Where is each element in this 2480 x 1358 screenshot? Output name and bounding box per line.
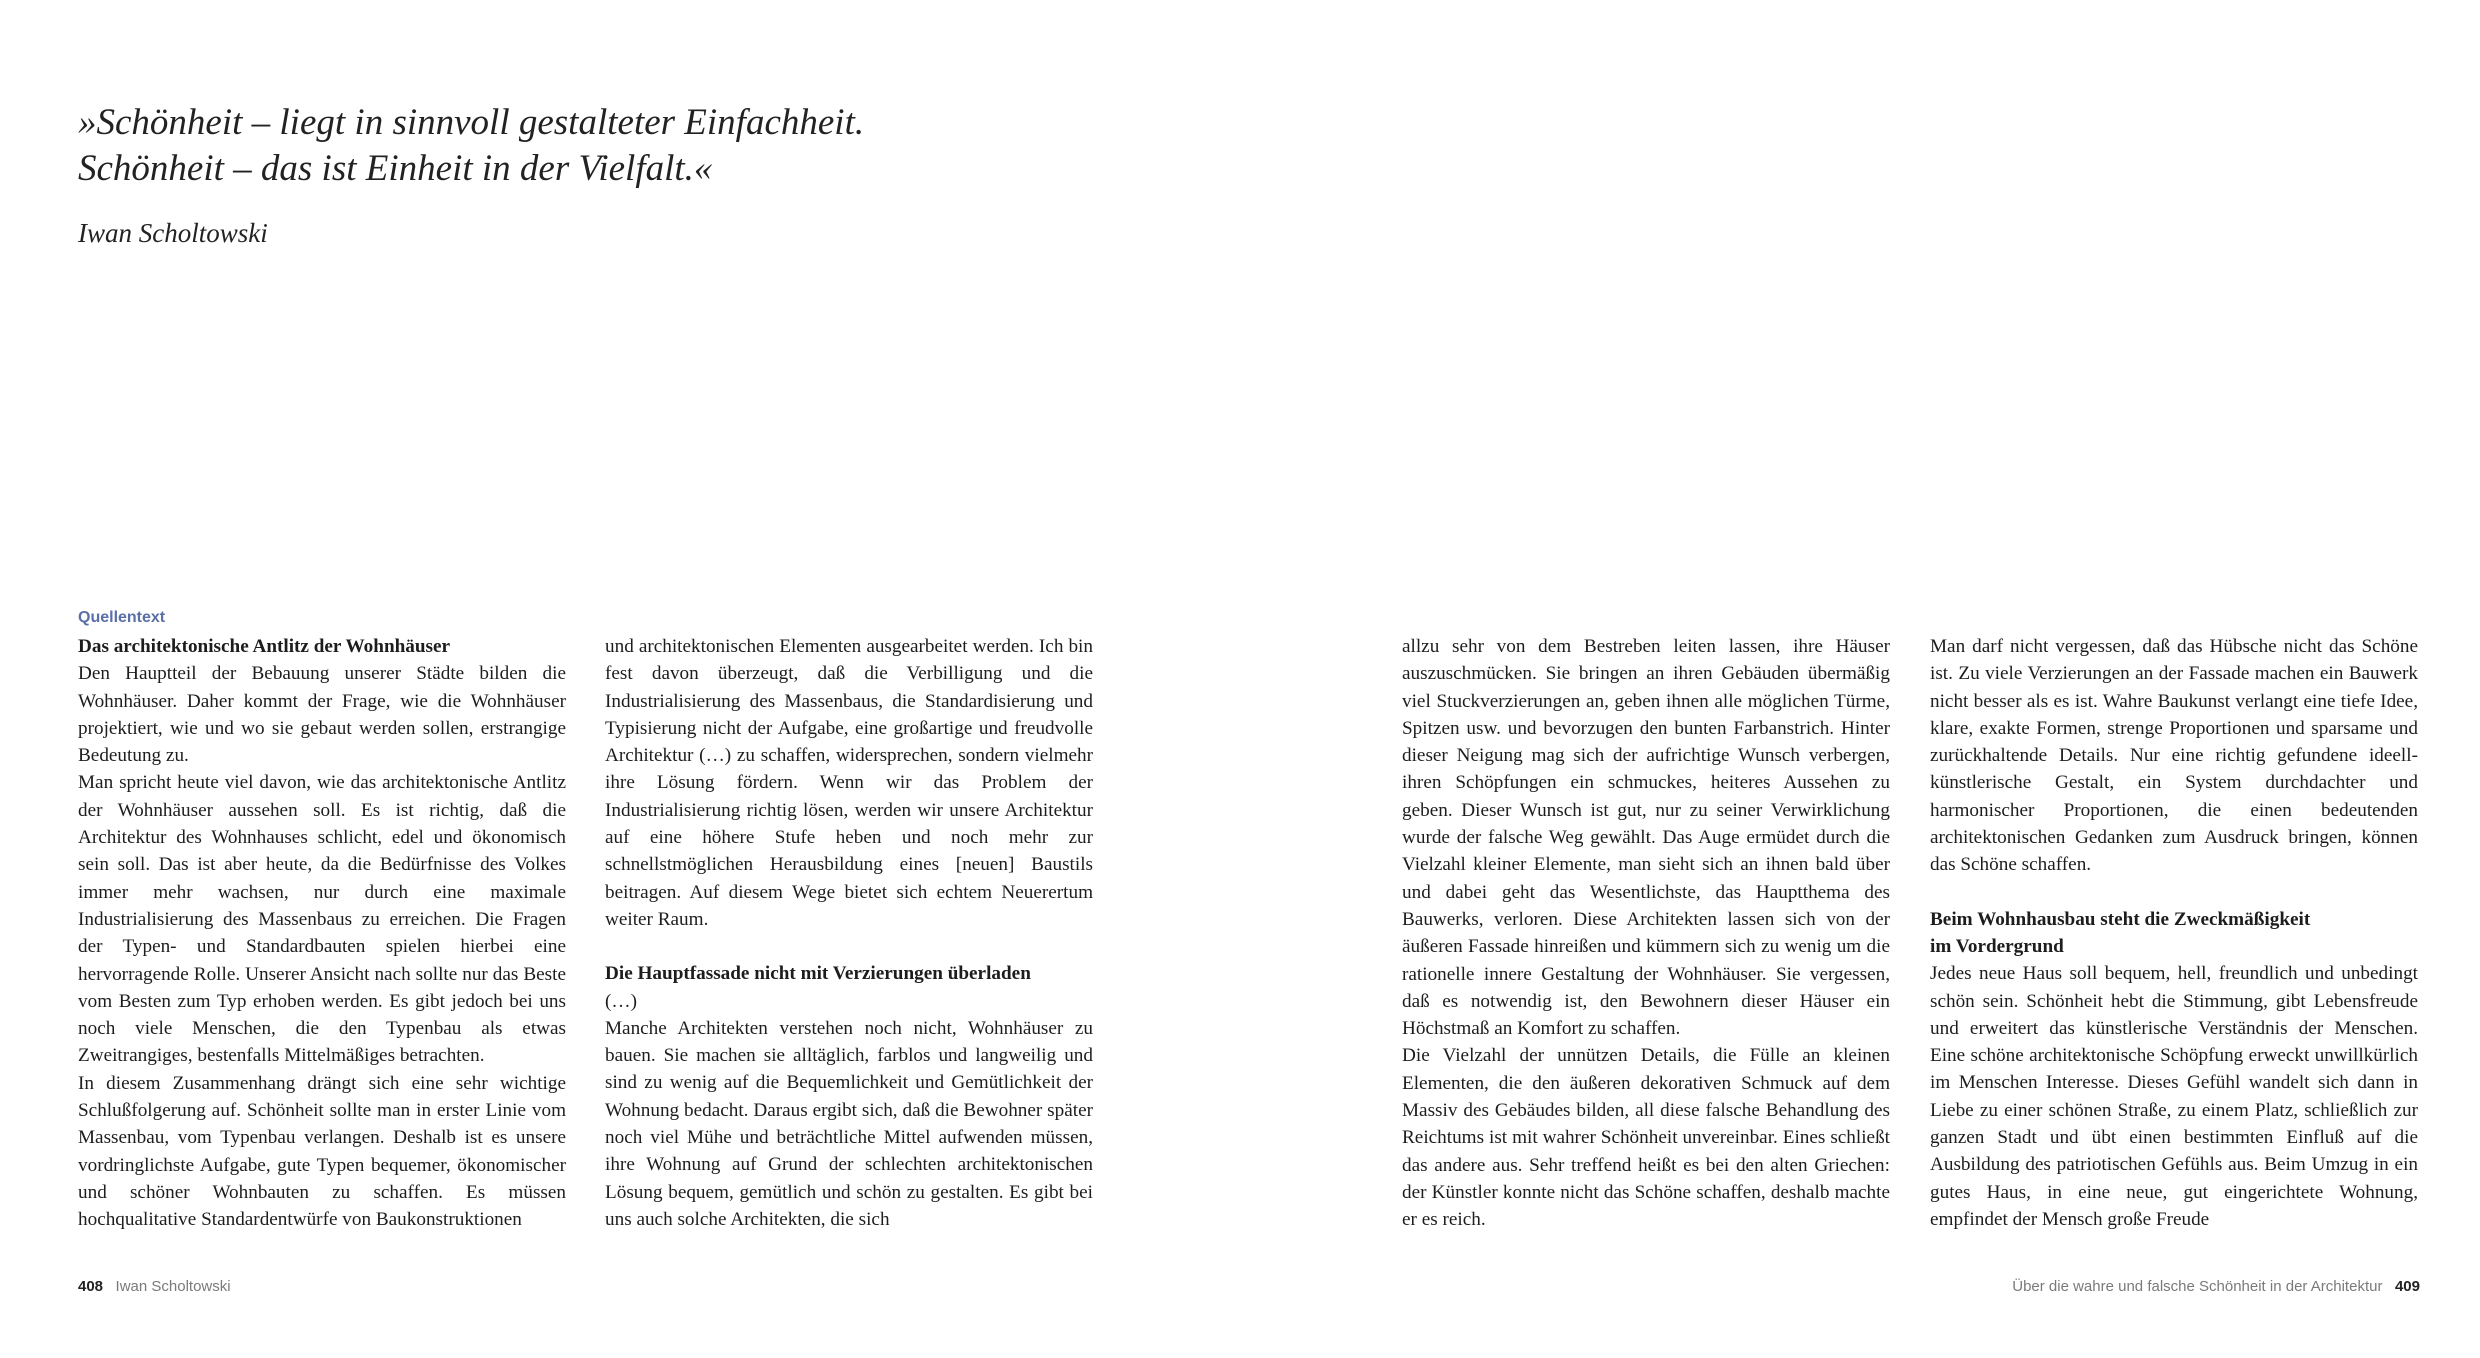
quote-line-1: »Schönheit – liegt in sinnvoll gestalteter Einfachheit.	[78, 102, 865, 143]
section-heading-line-2: im Vordergrund	[1930, 935, 2064, 957]
paragraph: Die Vielzahl der unnützen Details, die Fülle an kleinen Elementen, die den äußeren dekorativen Schmuck auf dem Massiv des Gebäudes bilden, all diese falsche Behandlung des Reichtums ist mit wahrer Schönheit unvereinbar. Eines schließt das andere aus. Sehr treffend heißt es bei den alten Griechen: der Künstler konnte nicht das Schöne schaffen, deshalb machte er es reich.	[1402, 1045, 1890, 1231]
text-column-4	[1930, 633, 2418, 1233]
text-column-3	[1402, 633, 1890, 1234]
paragraph: allzu sehr von dem Bestreben leiten lassen, ihre Häuser auszuschmücken. Sie bringen an ihren Gebäuden übermäßig viel Stuckverzierungen an, geben ihnen alle möglichen Türme, Spitzen usw. und bevorzugen den bunten Farbanstrich. Hinter dieser Neigung mag sich der aufrichtige Wunsch verbergen, ihren Schöpfungen ein schmuckes, heiteres Aussehen zu geben. Dieser Wunsch ist gut, nur zu seiner Verwirklichung wurde der falsche Weg gewählt. Das Auge ermüdet durch die Vielzahl kleiner Elemente, man sieht sich an ihnen bald über und dabei geht das Wesentlichste, das Hauptthema des Bauwerks, verloren. Diese Architekten lassen sich von der äußeren Fassade hinreißen und kümmern sich zu wenig um die rationelle innere Gestaltung der Wohnhäuser. Sie vergessen, daß es notwendig ist, den Bewohnern dieser Häuser ein Höchstmaß an Komfort zu schaffen.	[1402, 636, 1890, 1040]
section-heading	[1930, 906, 2418, 961]
text-column-2	[605, 633, 1093, 1233]
paragraph: und architektonischen Elementen ausgearbeitet werden. Ich bin fest davon überzeugt, daß die Verbilligung und die Industrialisierung des Massenbaus, die Standardisierung und Typisierung nicht der Aufgabe, eine großartige und freudvolle Architektur (…) zu schaffen, widersprechen, sondern vielmehr ihre Lösung fördern. Wenn wir das Problem der Industrialisierung richtig lösen, werden wir unsere Architektur auf eine höhere Stufe heben und noch mehr zur schnellstmöglichen Herausbildung eines [neuen] Baustils beitragen. Auf diesem Wege bietet sich echtem Neuerertum weiter Raum.	[605, 636, 1093, 930]
paragraph: Jedes neue Haus soll bequem, hell, freundlich und unbedingt schön sein. Schönheit hebt die Stimmung, gibt Lebensfreude und erweitert das künstlerische Verständnis der Menschen. Eine schöne architektonische Schöpfung erweckt unwillkürlich im Menschen Interesse. Dieses Gefühl wandelt sich dann in Liebe zu einer schönen Straße, zu einem Platz, schließlich zur ganzen Stadt und übt einen bestimmten Einfluß auf die Ausbildung des patriotischen Gefühls aus. Beim Umzug in ein gutes Haus, in eine neue, gut eingerichtete Wohnung, empfindet der Mensch große Freude	[1930, 963, 2418, 1230]
epigraph-quote	[78, 100, 1178, 192]
text-column-1	[78, 633, 566, 1234]
section-heading-line-1: Beim Wohnhausbau steht die Zweckmäßigkeit	[1930, 908, 2311, 930]
paragraph: Man spricht heute viel davon, wie das architektonische Antlitz der Wohnhäuser aussehen soll. Es ist richtig, daß die Architektur des Wohnhauses schlicht, edel und ökonomisch sein soll. Das ist aber heute, da die Bedürfnisse des Volkes immer mehr wachsen, nur durch eine maximale Industrialisierung des Massenbaus zu erreichen. Die Fragen der Typen- und Standardbauten spielen hierbei eine hervorragende Rolle. Unserer Ansicht nach sollte nur das Beste vom Besten zum Typ erhoben werden. Es gibt jedoch bei uns noch viele Menschen, die den Typenbau als etwas Zweitrangiges, bestenfalls Mittelmäßiges betrachten.	[78, 772, 566, 1067]
paragraph: Den Hauptteil der Bebauung unserer Städte bilden die Wohnhäuser. Daher kommt der Frage, wie die Wohnhäuser projektiert, wie und wo sie gebaut werden sollen, erstrangige Bedeutung zu.	[78, 663, 566, 767]
ellipsis: (…)	[605, 990, 637, 1012]
paragraph: Man darf nicht vergessen, daß das Hübsche nicht das Schöne ist. Zu viele Verzierungen an der Fassade machen ein Bauwerk nicht besser als es ist. Wahre Baukunst verlangt eine tiefe Idee, klare, exakte Formen, strenge Proportionen und sparsame und zurückhaltende Details. Nur eine richtig gefundene ideell-künstlerische Gestalt, ein System durchdachter und harmonischer Proportionen, die einen bedeutenden architektonischen Gedanken zum Ausdruck bringen, können das Schöne schaffen.	[1930, 636, 2418, 876]
section-heading: Das architektonische Antlitz der Wohnhäuser	[78, 636, 451, 657]
section-label: Quellentext	[78, 609, 166, 626]
footer-right	[2012, 1278, 2420, 1295]
paragraph: Manche Architekten verstehen noch nicht, Wohnhäuser zu bauen. Sie machen sie alltäglich, farblos und langweilig und sind zu wenig auf die Bequemlichkeit und Gemütlichkeit der Wohnung bedacht. Daraus ergibt sich, daß die Bewohner später noch viel Mühe und beträchtliche Mittel aufwenden müssen, ihre Wohnung auf Grund der schlechten architektonischen Lösung bequem, gemütlich und schön zu gestalten. Es gibt bei uns auch solche Architekten, die sich	[605, 1017, 1093, 1230]
quote-author: Iwan Scholtowski	[78, 218, 268, 248]
footer-left	[78, 1278, 231, 1295]
paragraph: In diesem Zusammenhang drängt sich eine sehr wichtige Schlußfolgerung auf. Schönheit sollte man in erster Linie vom Massenbau, vom Typenbau verlangen. Deshalb ist es unsere vordringlichste Aufgabe, gute Typen bequemer, ökonomischer und schöner Wohnbauten zu schaffen. Es müssen hochqualitative Standardentwürfe von Baukonstruktionen	[78, 1072, 566, 1231]
quote-line-2: Schönheit – das ist Einheit in der Vielfalt.«	[78, 148, 713, 189]
page-number-right: 409	[2394, 1278, 2420, 1295]
running-head-title: Über die wahre und falsche Schönheit in der Architektur	[2012, 1278, 2383, 1295]
page-number-left: 408	[78, 1278, 104, 1295]
running-head-author: Iwan Scholtowski	[115, 1278, 231, 1295]
section-heading: Die Hauptfassade nicht mit Verzierungen überladen	[605, 963, 1031, 985]
